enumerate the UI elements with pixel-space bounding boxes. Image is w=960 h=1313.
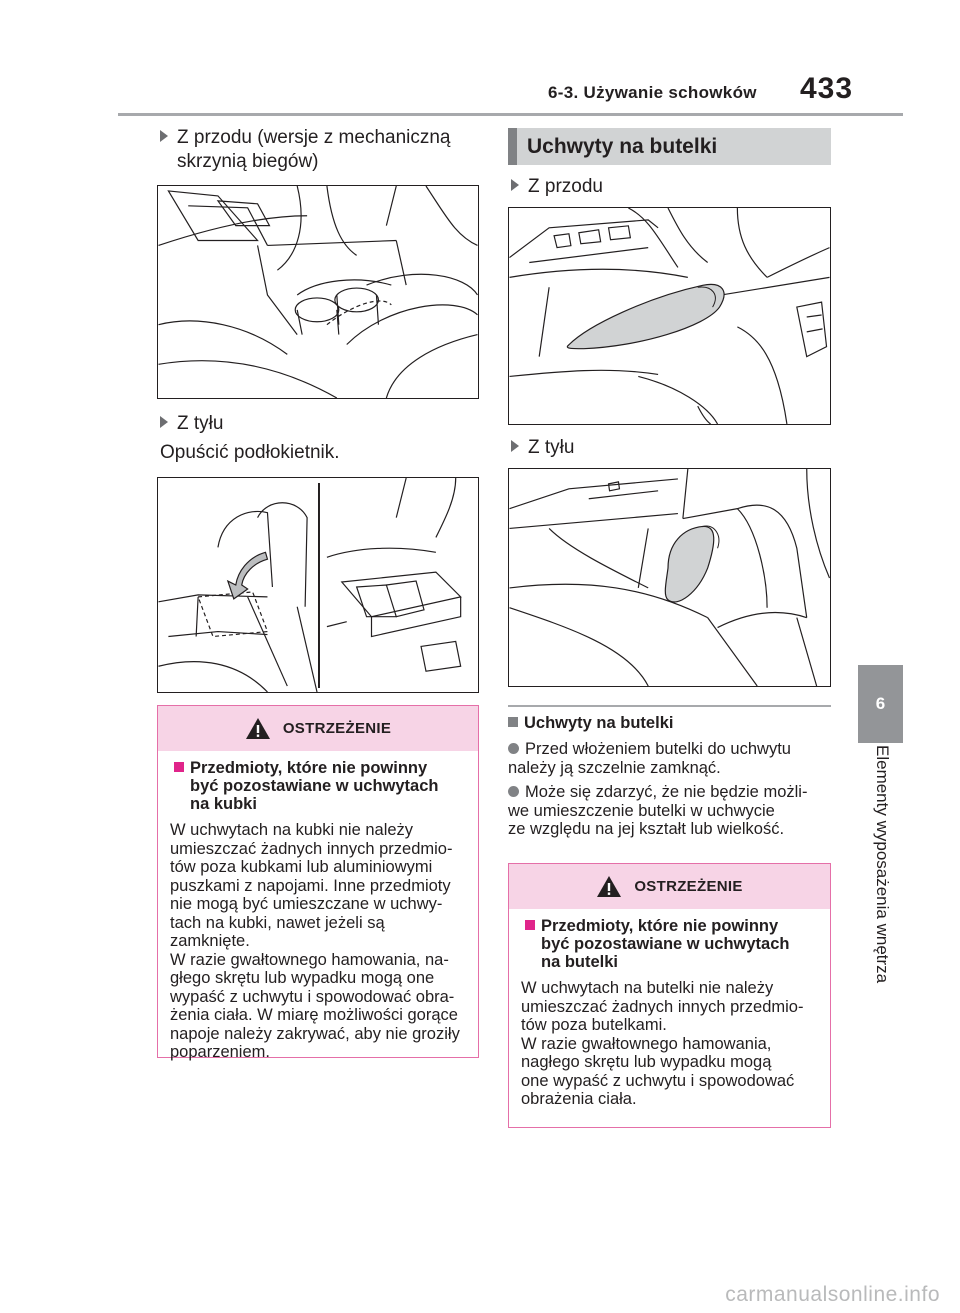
warning-box-bottles (508, 863, 831, 1128)
page-number: 433 (800, 72, 854, 105)
bullet-dot-icon (508, 743, 519, 754)
warning-text: W uchwytach na kubki nie należy umieszczać żadnych innych przedmio- tów poza kubkami lub aluminiowymi puszkami z napojami. Inne przedmioty nie mogą być umieszczane w uchwy- tach na kubki, nawet jeżeli są zamknięte. W razie gwałtownego hamowania, na- głego skrętu lub wypadku mogą one wypaść z uchwytu i spowodować obra- żenia ciała. W miarę możliwości gorące napoje należy zakrywać, aby nie groziły poparzeniem. (170, 821, 460, 1061)
figure-front-cupholder (157, 185, 479, 399)
warning-box-cupholders (157, 705, 479, 1061)
notes-divider (508, 705, 831, 707)
warning-header (509, 864, 830, 909)
square-bullet-icon (525, 920, 535, 930)
front-cupholder-illustration (158, 186, 478, 398)
figure-rear-bottle-holder (508, 468, 831, 687)
chapter-label-container (862, 745, 902, 1035)
warning-subtitle: Przedmioty, które nie powinny być pozostawiane w uchwytach na butelki (521, 917, 820, 971)
bullet-dot-icon (508, 786, 519, 797)
rear-bottle-label: Z tyłu (528, 437, 575, 458)
front-manual-item (160, 126, 490, 174)
square-bullet-icon (174, 762, 184, 772)
notes-section (508, 714, 838, 839)
rear-bottle-item (511, 436, 574, 460)
front-bottle-item (511, 175, 603, 199)
warning-title: OSTRZEŻENIE (282, 720, 392, 737)
rear-cupholder-item (160, 412, 223, 436)
warning-subtitle: Przedmioty, które nie powinny być pozostawiane w uchwytach na kubki (170, 759, 468, 813)
warning-text: W uchwytach na butelki nie należy umieszczać żadnych innych przedmio- tów poza butelkami. W razie gwałtownego hamowania, nagłego skrętu lub wypadku mogą one wypaść z uchwytu i spowodować obrażenia ciała. (521, 979, 804, 1108)
rear-cupholder-label: Z tyłu (177, 413, 224, 434)
arrow-icon (511, 179, 519, 191)
header-divider (118, 113, 903, 116)
note-bullet-2: Może się zdarzyć, że nie będzie możli- we umieszczenie butelki w uchwycie ze względu na jej kształt lub wielkość. (508, 783, 808, 838)
rear-bottle-illustration (509, 469, 830, 686)
arrow-icon (160, 416, 168, 428)
warning-icon (245, 717, 271, 740)
chapter-label: Elementy wyposażenia wnętrza (873, 745, 892, 984)
front-bottle-illustration (509, 208, 830, 424)
warning-header (158, 706, 478, 751)
front-bottle-label: Z przodu (528, 176, 603, 197)
front-manual-label-line2: skrzynią biegów) (177, 151, 319, 172)
arrow-icon (160, 130, 168, 142)
note-bullet-1: Przed włożeniem butelki do uchwytu należy ją szczelnie zamknąć. (508, 740, 791, 777)
watermark: carmanualsonline.info (725, 1283, 940, 1306)
arrow-icon (511, 440, 519, 452)
section-heading: Uchwyty na butelki (508, 128, 831, 165)
chapter-tab: 6 (858, 665, 903, 743)
front-manual-label-line1: Z przodu (wersje z mechaniczną (177, 127, 451, 148)
figure-rear-cupholder (157, 477, 479, 693)
rear-cupholder-illustration (158, 478, 478, 692)
figure-front-bottle-holder (508, 207, 831, 425)
square-bullet-icon (508, 717, 518, 727)
section-title: 6-3. Używanie schowków (548, 83, 757, 102)
instruction-text: Opuścić podłokietnik. (160, 442, 340, 463)
warning-icon (596, 875, 622, 898)
warning-title: OSTRZEŻENIE (634, 878, 743, 895)
notes-title: Uchwyty na butelki (508, 714, 838, 733)
